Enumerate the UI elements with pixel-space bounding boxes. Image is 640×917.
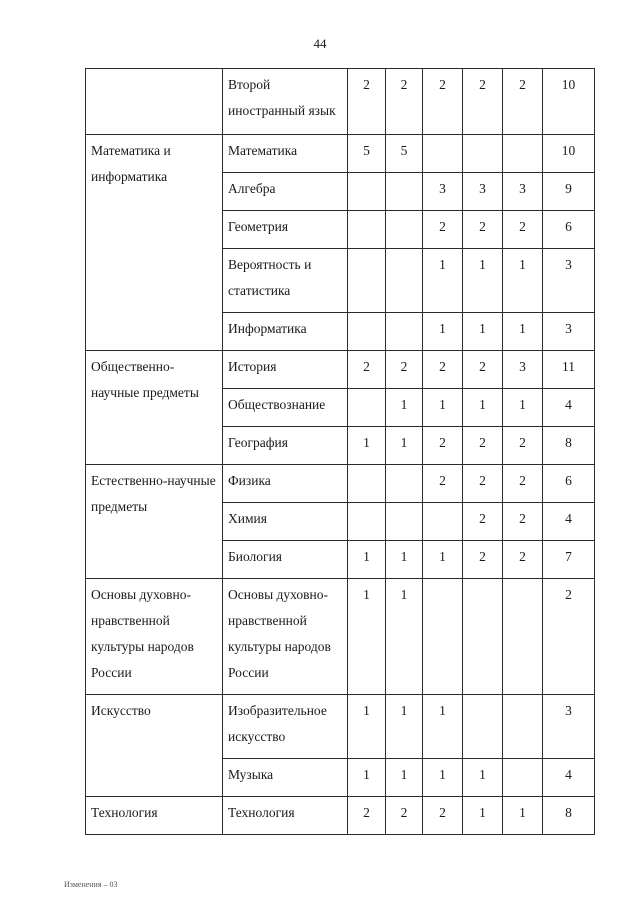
subject-cell: Музыка	[223, 759, 348, 797]
hours-cell	[423, 579, 463, 695]
hours-cell: 2	[386, 797, 423, 835]
table-row	[86, 69, 595, 135]
hours-cell: 1	[463, 389, 503, 427]
hours-cell: 2	[423, 351, 463, 389]
table-row	[86, 351, 595, 389]
table-body	[86, 69, 595, 835]
area-cell: Математика и информатика	[86, 135, 223, 351]
total-hours-cell: 4	[543, 759, 595, 797]
hours-cell	[386, 503, 423, 541]
hours-cell: 1	[386, 695, 423, 759]
hours-cell: 2	[503, 211, 543, 249]
hours-cell	[463, 695, 503, 759]
hours-cell: 1	[348, 541, 386, 579]
hours-cell: 2	[503, 541, 543, 579]
hours-cell: 2	[348, 351, 386, 389]
subject-cell: История	[223, 351, 348, 389]
hours-cell: 1	[423, 249, 463, 313]
hours-cell	[463, 579, 503, 695]
total-hours-cell: 4	[543, 389, 595, 427]
hours-cell: 1	[503, 313, 543, 351]
page-number: 44	[313, 36, 327, 51]
hours-cell	[348, 465, 386, 503]
hours-cell: 2	[463, 503, 503, 541]
total-hours-cell: 3	[543, 695, 595, 759]
total-hours-cell: 6	[543, 211, 595, 249]
hours-cell: 3	[503, 351, 543, 389]
hours-cell: 1	[348, 759, 386, 797]
hours-cell: 2	[463, 465, 503, 503]
hours-cell	[386, 249, 423, 313]
hours-cell: 2	[503, 427, 543, 465]
hours-cell	[503, 759, 543, 797]
hours-cell	[463, 135, 503, 173]
hours-cell: 1	[423, 695, 463, 759]
hours-cell	[386, 465, 423, 503]
area-cell	[86, 69, 223, 135]
subject-cell: Химия	[223, 503, 348, 541]
subject-cell: Информатика	[223, 313, 348, 351]
hours-cell: 5	[348, 135, 386, 173]
total-hours-cell: 7	[543, 541, 595, 579]
hours-cell: 1	[386, 579, 423, 695]
hours-cell: 1	[348, 695, 386, 759]
total-hours-cell: 4	[543, 503, 595, 541]
hours-cell: 2	[348, 69, 386, 135]
total-hours-cell: 10	[543, 135, 595, 173]
hours-cell: 2	[386, 351, 423, 389]
hours-cell: 1	[386, 759, 423, 797]
total-hours-cell: 3	[543, 249, 595, 313]
hours-cell: 3	[423, 173, 463, 211]
hours-cell: 2	[348, 797, 386, 835]
hours-cell: 2	[423, 69, 463, 135]
hours-cell: 2	[503, 503, 543, 541]
hours-cell	[386, 211, 423, 249]
hours-cell: 1	[463, 759, 503, 797]
area-cell: Естественно-научные предметы	[86, 465, 223, 579]
total-hours-cell: 8	[543, 427, 595, 465]
curriculum-table	[85, 68, 595, 835]
subject-cell: Обществознание	[223, 389, 348, 427]
table-row	[86, 797, 595, 835]
hours-cell: 1	[423, 541, 463, 579]
subject-cell: Биология	[223, 541, 348, 579]
hours-cell: 1	[463, 249, 503, 313]
hours-cell: 2	[423, 211, 463, 249]
hours-cell: 1	[503, 797, 543, 835]
subject-cell: Геометрия	[223, 211, 348, 249]
subject-cell: Алгебра	[223, 173, 348, 211]
hours-cell	[348, 173, 386, 211]
table-row	[86, 465, 595, 503]
hours-cell: 2	[386, 69, 423, 135]
hours-cell: 1	[386, 427, 423, 465]
hours-cell: 2	[503, 465, 543, 503]
hours-cell: 1	[348, 579, 386, 695]
subject-cell: Технология	[223, 797, 348, 835]
subject-cell: Физика	[223, 465, 348, 503]
area-cell: Искусство	[86, 695, 223, 797]
hours-cell	[423, 503, 463, 541]
hours-cell	[423, 135, 463, 173]
area-cell: Технология	[86, 797, 223, 835]
hours-cell: 2	[463, 427, 503, 465]
hours-cell	[348, 211, 386, 249]
hours-cell: 2	[423, 797, 463, 835]
hours-cell: 1	[386, 389, 423, 427]
hours-cell: 1	[386, 541, 423, 579]
subject-cell: Вероятность и статистика	[223, 249, 348, 313]
hours-cell	[386, 313, 423, 351]
hours-cell: 3	[463, 173, 503, 211]
subject-cell: Основы духовно-нравственной культуры народов России	[223, 579, 348, 695]
hours-cell: 3	[503, 173, 543, 211]
hours-cell	[503, 695, 543, 759]
hours-cell: 1	[463, 797, 503, 835]
hours-cell: 1	[503, 389, 543, 427]
hours-cell: 1	[503, 249, 543, 313]
hours-cell: 5	[386, 135, 423, 173]
hours-cell	[348, 503, 386, 541]
hours-cell	[503, 579, 543, 695]
subject-cell: Второй иностранный язык	[223, 69, 348, 135]
total-hours-cell: 10	[543, 69, 595, 135]
hours-cell	[503, 135, 543, 173]
hours-cell: 2	[423, 465, 463, 503]
hours-cell: 2	[463, 211, 503, 249]
area-cell: Основы духовно-нравственной культуры народов России	[86, 579, 223, 695]
hours-cell: 1	[348, 427, 386, 465]
table-row	[86, 135, 595, 173]
total-hours-cell: 3	[543, 313, 595, 351]
subject-cell: География	[223, 427, 348, 465]
footer-note: Изменения – 03	[64, 880, 118, 889]
hours-cell	[386, 173, 423, 211]
area-cell: Общественно-научные предметы	[86, 351, 223, 465]
hours-cell: 2	[463, 69, 503, 135]
hours-cell: 1	[423, 313, 463, 351]
hours-cell	[348, 249, 386, 313]
table-row	[86, 695, 595, 759]
total-hours-cell: 6	[543, 465, 595, 503]
hours-cell: 1	[423, 759, 463, 797]
total-hours-cell: 9	[543, 173, 595, 211]
hours-cell: 2	[463, 351, 503, 389]
hours-cell	[348, 389, 386, 427]
hours-cell: 2	[463, 541, 503, 579]
subject-cell: Изобразительное искусство	[223, 695, 348, 759]
total-hours-cell: 8	[543, 797, 595, 835]
hours-cell: 1	[423, 389, 463, 427]
hours-cell: 1	[463, 313, 503, 351]
hours-cell: 2	[423, 427, 463, 465]
total-hours-cell: 2	[543, 579, 595, 695]
hours-cell: 2	[503, 69, 543, 135]
hours-cell	[348, 313, 386, 351]
total-hours-cell: 11	[543, 351, 595, 389]
table-row	[86, 579, 595, 695]
subject-cell: Математика	[223, 135, 348, 173]
